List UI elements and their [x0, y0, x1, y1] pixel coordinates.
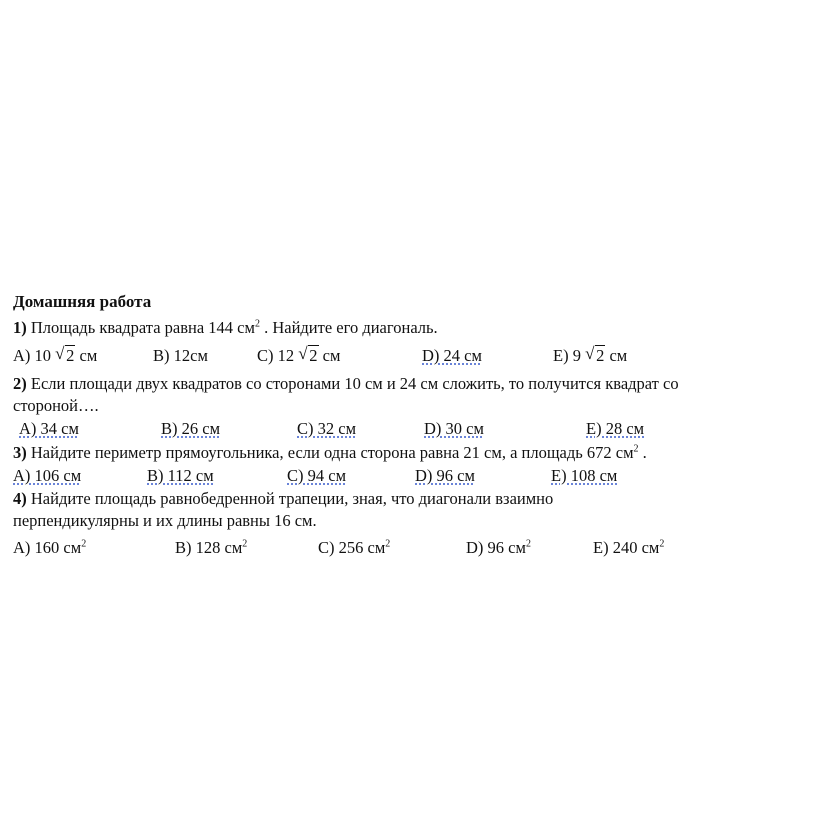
q3-option-a: А) 106 см	[13, 466, 82, 485]
q1-option-e-radicand: 2	[596, 346, 605, 365]
q3-option-b: В) 112 см	[147, 466, 214, 485]
question-3-text-a: Найдите периметр прямоугольника, если одна сторона равна 21 см, а площадь 672 см	[26, 443, 634, 462]
question-1-number: 1)	[13, 318, 27, 337]
q4-option-c-exponent: 2	[385, 538, 391, 550]
q3-option-d: D) 96 см	[415, 466, 475, 485]
q4-option-b-text: В) 128 см	[175, 538, 243, 557]
q4-option-e-exponent: 2	[659, 538, 665, 550]
q1-option-c-unit: см	[318, 346, 341, 365]
question-3-options	[13, 466, 818, 488]
q1-option-d: D) 24 см	[422, 346, 482, 365]
q4-option-c-text: С) 256 см	[318, 538, 386, 557]
question-2	[13, 374, 679, 394]
q4-option-a-text: А) 160 см	[13, 538, 82, 557]
q1-option-e-unit: см	[605, 346, 628, 365]
sqrt-symbol	[299, 346, 318, 366]
q2-option-c: С) 32 см	[297, 419, 357, 438]
q4-option-c	[318, 538, 390, 558]
q1-option-a-unit: см	[75, 346, 98, 365]
q4-option-a-exponent: 2	[81, 538, 87, 550]
question-1-text-b: . Найдите его диагональ.	[259, 318, 438, 337]
question-2-line-2: стороной….	[13, 396, 99, 415]
question-1-options	[13, 346, 818, 368]
q1-option-e	[553, 346, 627, 366]
q1-option-a	[13, 346, 97, 366]
q4-option-d	[466, 538, 531, 558]
q4-option-a	[13, 538, 86, 558]
question-2-options	[13, 419, 818, 441]
q2-option-e: Е) 28 см	[586, 419, 645, 438]
question-3-exponent: 2	[633, 443, 639, 455]
question-4	[13, 489, 553, 509]
question-1-text-a: Площадь квадрата равна 144 см	[26, 318, 255, 337]
q1-option-a-prefix: А) 10	[13, 346, 56, 365]
q1-option-c-radicand: 2	[309, 346, 318, 365]
sqrt-symbol	[586, 346, 605, 366]
q4-option-d-exponent: 2	[525, 538, 531, 550]
q1-option-e-prefix: Е) 9	[553, 346, 586, 365]
question-3-number: 3)	[13, 443, 27, 462]
q1-option-c	[257, 346, 340, 366]
question-2-line-1: Если площади двух квадратов со сторонами 10 см и 24 см сложить, то получится квадрат со	[26, 374, 679, 393]
question-2-number: 2)	[13, 374, 27, 393]
q3-option-c: С) 94 см	[287, 466, 347, 485]
q4-option-b	[175, 538, 247, 558]
q1-option-c-prefix: С) 12	[257, 346, 299, 365]
question-4-options	[13, 538, 818, 560]
question-4-line-1: Найдите площадь равнобедренной трапеции, зная, что диагонали взаимно	[26, 489, 554, 508]
question-4-number: 4)	[13, 489, 27, 508]
q1-option-b: В) 12см	[153, 346, 208, 365]
sqrt-symbol	[56, 346, 75, 366]
q3-option-e: Е) 108 см	[551, 466, 618, 485]
q4-option-d-text: D) 96 см	[466, 538, 526, 557]
question-4-line-2: перпендикулярны и их длины равны 16 см.	[13, 511, 317, 530]
question-3-text-b: .	[638, 443, 647, 462]
q4-option-b-exponent: 2	[242, 538, 248, 550]
question-1-exponent: 2	[254, 318, 260, 330]
q2-option-b: В) 26 см	[161, 419, 221, 438]
question-3	[13, 443, 647, 463]
question-1	[13, 318, 438, 338]
q1-option-a-radicand: 2	[66, 346, 75, 365]
q4-option-e-text: Е) 240 см	[593, 538, 660, 557]
q2-option-d: D) 30 см	[424, 419, 484, 438]
q4-option-e	[593, 538, 664, 558]
q2-option-a: А) 34 см	[19, 419, 79, 438]
document-title: Домашняя работа	[13, 292, 152, 311]
